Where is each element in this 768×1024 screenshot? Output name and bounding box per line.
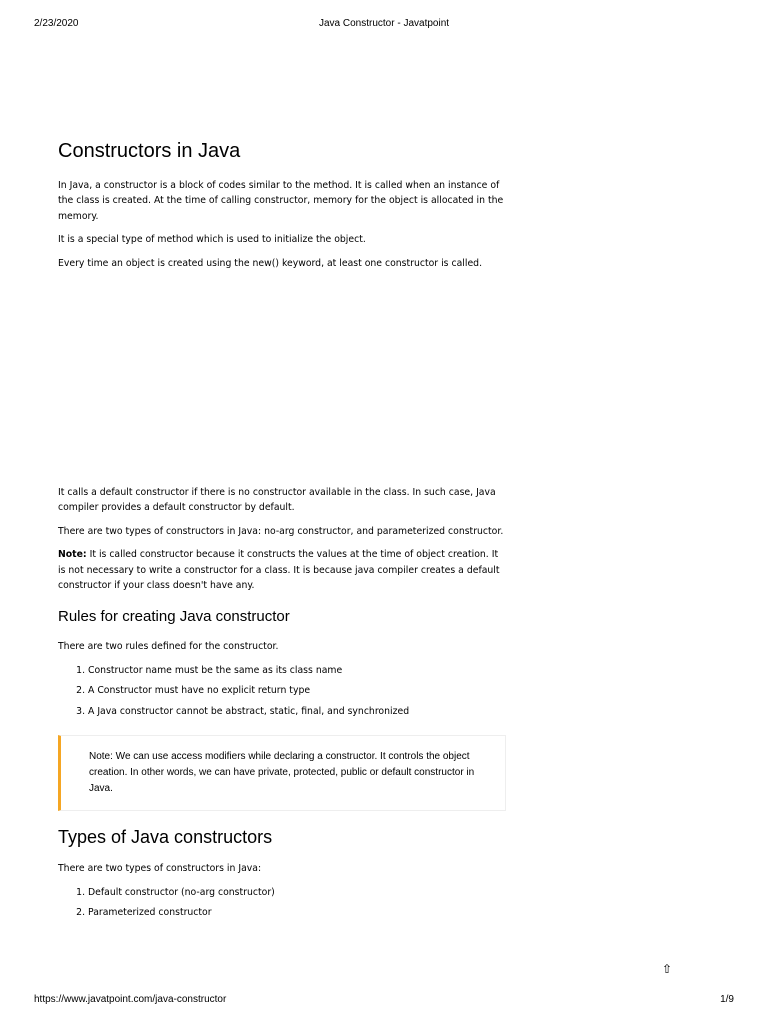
- note-text: It is called constructor because it constructs the values at the time of object creation. It is not necessary to write a constructor for a class. It is because java compiler creates a default constructor if your class doesn't have any.: [58, 549, 500, 592]
- print-footer: [34, 994, 734, 1008]
- rules-heading: Rules for creating Java constructor: [58, 608, 290, 626]
- default-constructor-paragraph: It calls a default constructor if there is no constructor available in the class. In such case, Java compiler provides a default constructor by default.: [58, 487, 496, 514]
- print-page-title: Java Constructor - Javatpoint: [318, 18, 450, 29]
- page-number: 1/9: [720, 994, 734, 1005]
- scroll-to-top-icon[interactable]: ⇧: [662, 962, 673, 976]
- article-title: Constructors in Java: [58, 140, 241, 162]
- types-heading: Types of Java constructors: [58, 827, 273, 848]
- article-content: [58, 138, 506, 932]
- rules-list: [58, 663, 506, 719]
- types-list: [58, 885, 506, 921]
- page-url: https://www.javatpoint.com/java-constructor: [34, 994, 227, 1005]
- types-summary-paragraph: There are two types of constructors in Java: no-arg constructor, and parameterized constructor.: [58, 525, 504, 537]
- access-modifier-note-box: Note: We can use access modifiers while declaring a constructor. It controls the object creation. In other words, we can have private, protected, public or default constructor in Java.: [58, 735, 506, 811]
- note-paragraph: [58, 547, 506, 593]
- list-item: 1. Constructor name must be the same as its class name: [88, 663, 506, 678]
- print-header: [34, 18, 734, 32]
- intro-paragraph-1: In Java, a constructor is a block of codes similar to the method. It is called when an instance of the class is created. At the time of calling constructor, memory for the object is allocated in the memory.: [58, 180, 504, 222]
- list-item: 2. Parameterized constructor: [88, 905, 506, 920]
- list-item: 2. A Constructor must have no explicit return type: [88, 683, 506, 698]
- print-date: 2/23/2020: [34, 18, 79, 29]
- intro-paragraph-2: It is a special type of method which is used to initialize the object.: [58, 234, 366, 246]
- types-intro: There are two types of constructors in Java:: [58, 863, 262, 875]
- rules-intro: There are two rules defined for the constructor.: [58, 641, 279, 653]
- blank-ad-space: [58, 279, 506, 485]
- note-label: Note:: [58, 549, 87, 561]
- list-item: 1. Default constructor (no-arg constructor): [88, 885, 506, 900]
- list-item: 3. A Java constructor cannot be abstract, static, final, and synchronized: [88, 704, 506, 719]
- intro-paragraph-3: Every time an object is created using the new() keyword, at least one constructor is called.: [58, 257, 483, 269]
